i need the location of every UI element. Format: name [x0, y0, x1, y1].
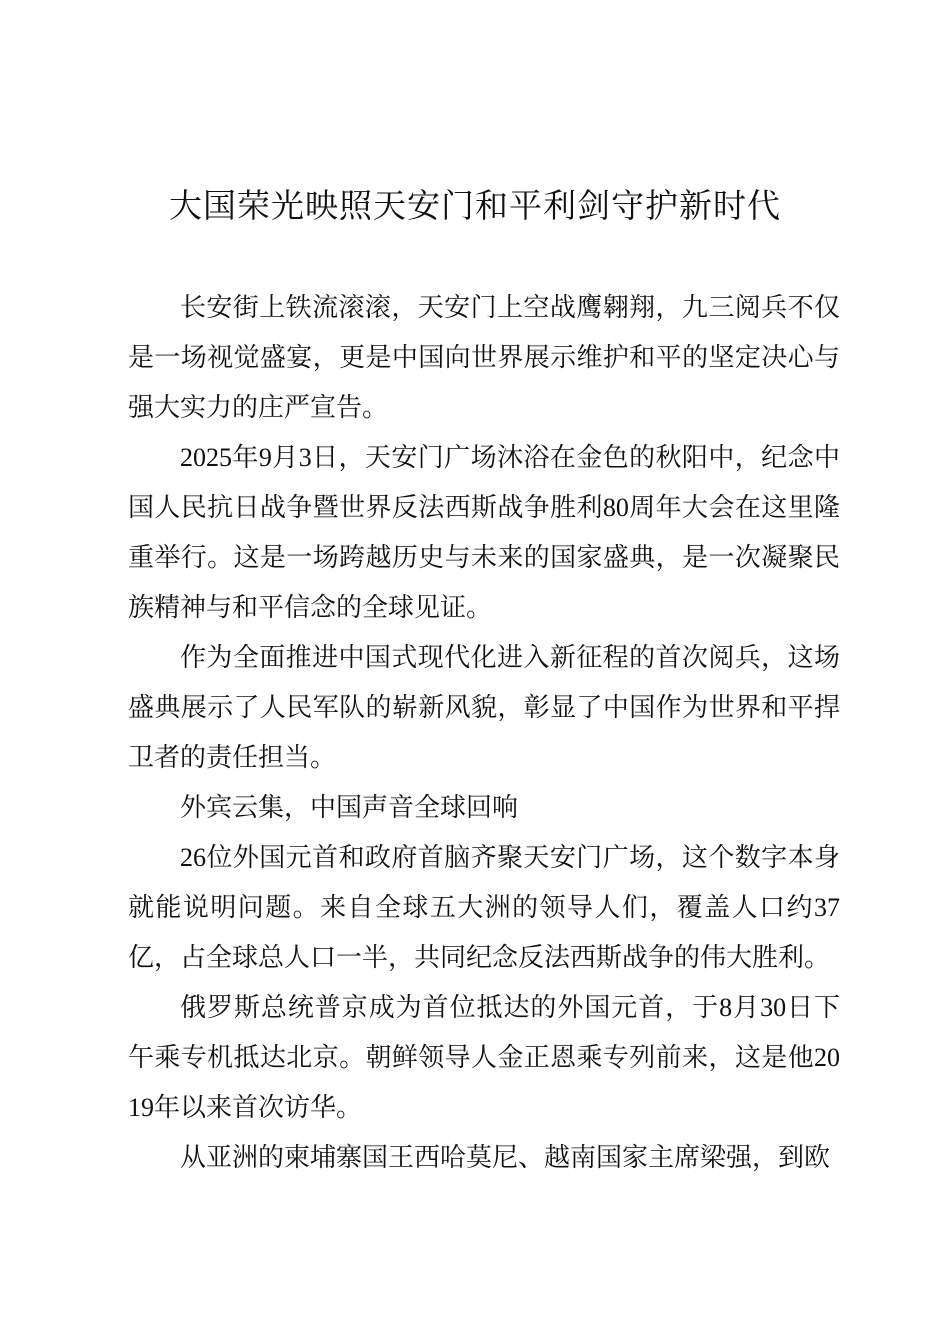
- document-body: [128, 283, 840, 1183]
- document-title: 大国荣光映照天安门和平利剑守护新时代: [169, 186, 781, 225]
- paragraph: 从亚洲的柬埔寨国王西哈莫尼、越南国家主席梁强，到欧: [180, 1143, 831, 1173]
- number-text: 26: [180, 843, 206, 872]
- number-text: 2019: [128, 1043, 840, 1122]
- number-text: 8: [719, 993, 733, 1022]
- paragraph: 长安街上铁流滚滚，天安门上空战鹰翱翔，九三阅兵不仅是一场视觉盛宴，更是中国向世界展示维护和平的坚定决心与强大实力的庄严宣告。: [128, 293, 840, 423]
- number-text: 2025: [180, 443, 232, 472]
- number-text: 80: [602, 493, 629, 522]
- number-text: 9: [258, 443, 272, 472]
- paragraph: 作为全面推进中国式现代化进入新征程的首次阅兵，这场盛典展示了人民军队的崭新风貌，彰显了中国作为世界和平捍卫者的责任担当。: [128, 643, 840, 773]
- paragraph: 2025年9月3日，天安门广场沐浴在金色的秋阳中，纪念中国人民抗日战争暨世界反法西斯战争胜利80周年大会在这里隆重举行。这是一场跨越历史与未来的国家盛典，是一次凝聚民族精神与和平信念的全球见证。: [128, 443, 840, 623]
- paragraph: 俄罗斯总统普京成为首位抵达的外国元首，于8月30日下午乘专机抵达北京。朝鲜领导人金正恩乘专列前来，这是他2019年以来首次访华。: [128, 993, 840, 1123]
- number-text: 3: [298, 443, 312, 472]
- number-text: 30: [760, 993, 787, 1022]
- section-heading: 外宾云集，中国声音全球回响: [180, 793, 519, 823]
- paragraph: 26位外国元首和政府首脑齐聚天安门广场，这个数字本身就能说明问题。来自全球五大洲的领导人们，覆盖人口约37亿，占全球总人口一半，共同纪念反法西斯战争的伟大胜利。: [128, 843, 840, 973]
- number-text: 37: [814, 893, 840, 922]
